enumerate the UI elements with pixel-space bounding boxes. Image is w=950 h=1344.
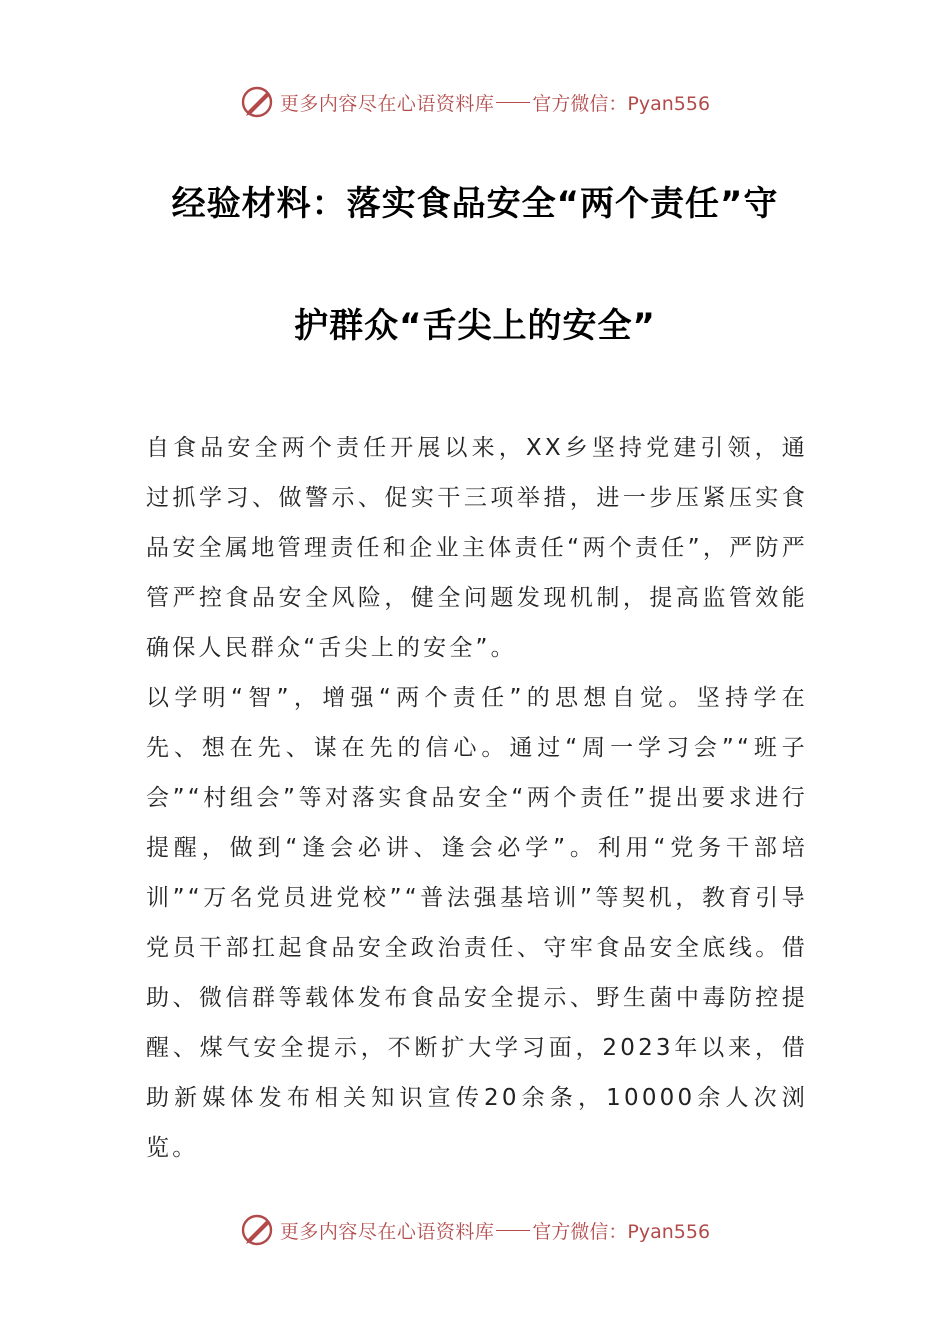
- paragraph-intro: 自食品安全两个责任开展以来，XX乡坚持党建引领，通过抓学习、做警示、促实干三项举措，进一步压紧压实食品安全属地管理责任和企业主体责任“两个责任”，严防严管严控食品安全风险，健全问题发现机制，提高监管效能确保人民群众“舌尖上的安全”。: [146, 435, 808, 661]
- header-banner: [0, 82, 950, 122]
- banner-divider: [496, 1230, 530, 1231]
- banner-text: 更多内容尽在心语资料库: [279, 92, 495, 115]
- banner-wechat: 官方微信：Pyan556: [532, 1220, 711, 1243]
- pen-logo-icon: [240, 84, 276, 120]
- document-body: [146, 423, 808, 1173]
- footer-banner: [0, 1210, 950, 1250]
- pen-logo-icon: [240, 1212, 276, 1248]
- paragraph-learning: 以学明“智”，增强“两个责任”的思想自觉。坚持学在先、想在先、谋在先的信心。通过“周一学习会”“班子会”“村组会”等对落实食品安全“两个责任”提出要求进行提醒，做到“逢会必讲、逢会必学”。利用“党务干部培训”“万名党员进党校”“普法强基培训”等契机，教育引导党员干部扛起食品安全政治责任、守牢食品安全底线。借助、微信群等载体发布食品安全提示、野生菌中毒防控提醒、煤气安全提示，不断扩大学习面，2023年以来，借助新媒体发布相关知识宣传20余条，10000余人次浏览。: [146, 685, 808, 1161]
- banner-divider: [496, 102, 530, 103]
- banner-wechat: 官方微信：Pyan556: [532, 92, 711, 115]
- document-title-line-1: 经验材料：落实食品安全“两个责任”守: [171, 184, 779, 224]
- banner-text: 更多内容尽在心语资料库: [279, 1220, 495, 1243]
- document-title-line-2: 护群众“舌尖上的安全”: [294, 306, 656, 346]
